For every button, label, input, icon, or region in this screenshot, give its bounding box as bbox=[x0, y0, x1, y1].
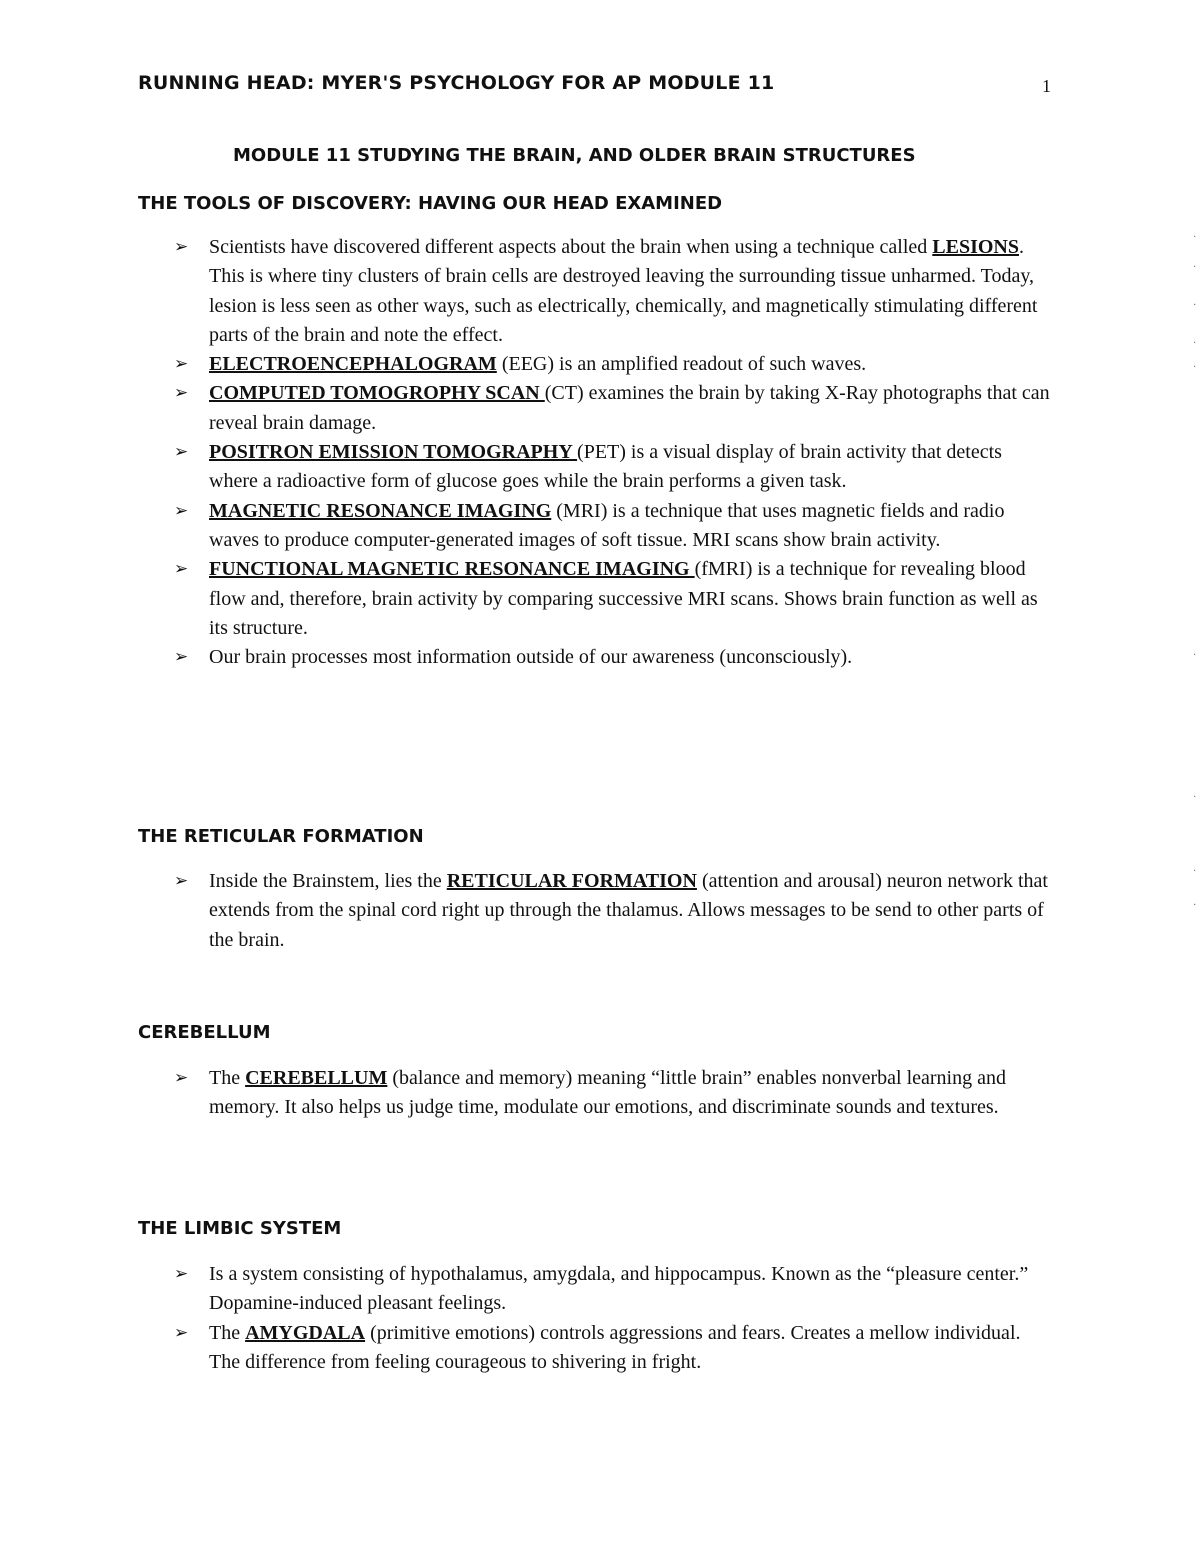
running-head: RUNNING HEAD: MYER'S PSYCHOLOGY FOR AP MODULE 11 bbox=[138, 72, 775, 94]
bullet-list-tools bbox=[174, 233, 1054, 672]
list-item: ➢ The AMYGDALA (primitive emotions) controls aggressions and fears. Creates a mellow individual. The difference from feeling courageous to shivering in fright. bbox=[174, 1319, 1054, 1378]
key-term: COMPUTED TOMOGROPHY SCAN bbox=[209, 382, 545, 405]
key-term: POSITRON EMISSION TOMOGRAPHY bbox=[209, 441, 578, 464]
key-term: ELECTROENCEPHALOGRAM bbox=[209, 353, 497, 376]
list-item: ➢ COMPUTED TOMOGROPHY SCAN (CT) examines the brain by taking X-Ray photographs that can reveal brain damage. bbox=[174, 379, 1054, 438]
key-term: FUNCTIONAL MAGNETIC RESONANCE IMAGING bbox=[209, 558, 695, 581]
page-number: 1 bbox=[1042, 76, 1051, 96]
list-item: ➢ The CEREBELLUM (balance and memory) meaning “little brain” enables nonverbal learning and memory. It also helps us judge time, modulate our emotions, and discriminate sounds and textures. bbox=[174, 1064, 1054, 1123]
bullet-list-limbic bbox=[174, 1260, 1054, 1377]
key-term: RETICULAR FORMATION bbox=[446, 870, 697, 892]
key-term: MAGNETIC RESONANCE IMAGING bbox=[209, 499, 552, 522]
key-term: CEREBELLUM bbox=[245, 1067, 388, 1089]
key-term: LESIONS bbox=[932, 236, 1019, 258]
arrow-bullet-icon: ➢ bbox=[174, 1322, 189, 1343]
arrow-bullet-icon: ➢ bbox=[174, 500, 189, 521]
section-heading-reticular: THE RETICULAR FORMATION bbox=[138, 826, 424, 847]
section-heading-limbic: THE LIMBIC SYSTEM bbox=[138, 1218, 342, 1239]
arrow-bullet-icon: ➢ bbox=[174, 1068, 189, 1088]
list-item: ➢ MAGNETIC RESONANCE IMAGING (MRI) is a technique that uses magnetic fields and radio waves to produce computer-generated images of soft tissue. MRI scans show brain activity. bbox=[174, 497, 1054, 556]
arrow-bullet-icon: ➢ bbox=[174, 383, 189, 404]
section-heading-tools: THE TOOLS OF DISCOVERY: HAVING OUR HEAD EXAMINED bbox=[138, 193, 723, 214]
key-term: AMYGDALA bbox=[245, 1321, 366, 1344]
arrow-bullet-icon: ➢ bbox=[174, 354, 189, 375]
document-title: MODULE 11 STUDYING THE BRAIN, AND OLDER BRAIN STRUCTURES bbox=[233, 145, 916, 166]
bullet-list-cerebellum bbox=[174, 1064, 1054, 1123]
bullet-list-reticular bbox=[174, 867, 1054, 955]
list-item: ➢ FUNCTIONAL MAGNETIC RESONANCE IMAGING (fMRI) is a technique for revealing blood flow and, therefore, brain activity by comparing successive MRI scans. Shows brain function as well as its structure. bbox=[174, 555, 1054, 643]
arrow-bullet-icon: ➢ bbox=[174, 871, 189, 891]
list-item: ➢ Is a system consisting of hypothalamus, amygdala, and hippocampus. Known as the “pleasure center.” Dopamine-induced pleasant feelings. bbox=[174, 1260, 1054, 1319]
list-item: ➢ Inside the Brainstem, lies the RETICULAR FORMATION (attention and arousal) neuron network that extends from the spinal cord right up through the thalamus. Allows messages to be send to other parts of the brain. bbox=[174, 867, 1054, 955]
arrow-bullet-icon: ➢ bbox=[174, 442, 189, 463]
list-item: ➢ POSITRON EMISSION TOMOGRAPHY (PET) is a visual display of brain activity that detects where a radioactive form of glucose goes while the brain performs a given task. bbox=[174, 438, 1054, 497]
arrow-bullet-icon: ➢ bbox=[174, 1264, 189, 1284]
arrow-bullet-icon: ➢ bbox=[174, 647, 189, 668]
arrow-bullet-icon: ➢ bbox=[174, 237, 189, 257]
document-page: RUNNING HEAD: MYER'S PSYCHOLOGY FOR AP MODULE 11 1 MODULE 11 STUDYING THE BRAIN, AND OLDER BRAIN STRUCTURES THE TOOLS OF DISCOVERY: HAVING OUR HEAD EXAMINED ➢ Scientists have discovered different aspects about the brain when using a technique called LESIONS. This is where tiny clusters of brain cells are destroyed leaving the surrounding tissue unharmed. Today, lesion is less seen as other ways, such as electrically, chemically, and magnetically stimulating different parts of the brain and note the effect. ➢ ELECTROENCEPHALOGRAM (EEG) is an amplified readout of such waves. ➢ COMPUTED TOMOGROPHY SCAN (CT) examines the brain by taking X-Ray photographs that can reveal brain damage. ➢ POSITRON EMISSION TOMOGRAPHY (PET) is a visual display of brain activity that detects where a radioactive form of glucose goes while the brain performs a given task. ➢ MAGNETIC RESONANCE IMAGING (MRI) is a technique that uses magnetic fields and radio waves to produce computer-generated images of soft tissue. MRI scans show brain activity. ➢ FUNCTIONAL MAGNETIC RESONANCE IMAGING (fMRI) is a technique for revealing blood flow and, therefore, brain activity by comparing successive MRI scans. Shows brain function as well as its structure. ➢ Our brain processes most information outside of our awareness (unconsciously). THE RETICULAR FORMATION ➢ Inside the Brainstem, lies the RETICULAR FORMATION (attention and arousal) neuron network that extends from the spinal cord right up through the thalamus. Allows messages to be send to other parts of the brain. CEREBELLUM ➢ The CEREBELLUM (balance and memory) meaning “little brain” enables nonverbal learning and memory. It also helps us judge time, modulate our emotions, and discriminate sounds and textures. THE LIMBIC SYSTEM ➢ Is a system consisting of hypothalamus, amygdala, and hippocampus. Known as the “pleasure center.” Dopamine-induced pleasant feelings. ➢ The AMYGDALA (primitive emotions) controls aggressions and fears. Creates a mellow individual. The difference from feeling courageous to shivering in fright. · · · · · · · · · bbox=[0, 0, 1200, 1553]
section-heading-cerebellum: CEREBELLUM bbox=[138, 1022, 271, 1043]
list-item: ➢ Our brain processes most information outside of our awareness (unconsciously). bbox=[174, 643, 1054, 672]
list-item: ➢ Scientists have discovered different aspects about the brain when using a technique called LESIONS. This is where tiny clusters of brain cells are destroyed leaving the surrounding tissue unharmed. Today, lesion is less seen as other ways, such as electrically, chemically, and magnetically stimulating different parts of the brain and note the effect. bbox=[174, 233, 1054, 350]
arrow-bullet-icon: ➢ bbox=[174, 559, 189, 580]
list-item: ➢ ELECTROENCEPHALOGRAM (EEG) is an amplified readout of such waves. bbox=[174, 350, 1054, 379]
